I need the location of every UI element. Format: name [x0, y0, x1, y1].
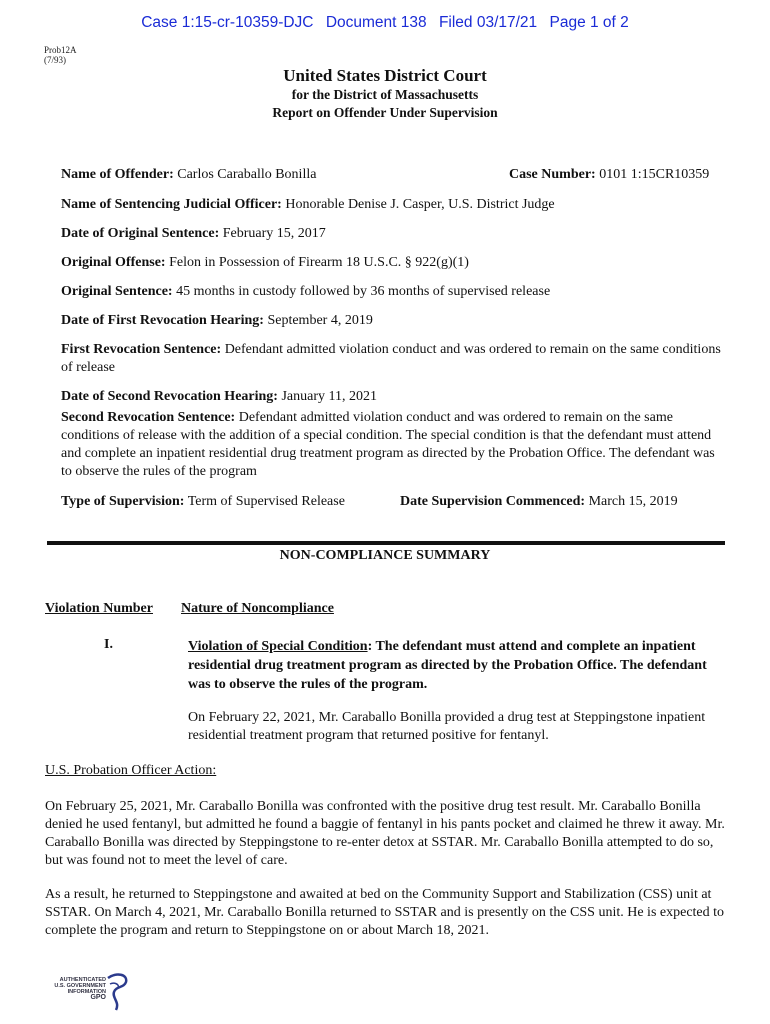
original-sentence-date-value: February 15, 2017: [222, 226, 326, 241]
header-document: Document 138: [325, 14, 427, 31]
second-sentence-label: Second Revocation Sentence:: [61, 410, 236, 425]
summary-title: NON-COMPLIANCE SUMMARY: [279, 548, 491, 563]
gpo-line-1: AUTHENTICATED: [59, 977, 106, 983]
offender-label: Name of Offender:: [61, 167, 174, 182]
original-sentence-date-label: Date of Original Sentence:: [61, 226, 220, 241]
nature-header: Nature of Noncompliance: [181, 601, 334, 616]
action-heading: U.S. Probation Officer Action:: [45, 763, 217, 778]
first-sentence-label: First Revocation Sentence:: [61, 342, 222, 357]
original-sentence-value: 45 months in custody followed by 36 months of supervised release: [176, 284, 551, 299]
judicial-officer-value: Honorable Denise J. Casper, U.S. District Judge: [285, 197, 555, 212]
supervision-type-label: Type of Supervision:: [61, 494, 185, 509]
case-number-row: [509, 166, 729, 184]
section-divider: [47, 541, 725, 545]
case-number-value: 0101 1:15CR10359: [599, 167, 710, 182]
violation-text: [188, 637, 728, 694]
original-sentence-row: [61, 283, 726, 301]
supervision-commenced-label: Date Supervision Commenced:: [400, 494, 586, 509]
second-sentence-value: Defendant admitted violation conduct and was ordered to remain on the same conditions of release with the addition of a special condition. The special condition is that the defendant must attend and complete an inpatient residential drug treatment program as directed by the Probation Office. The defendant was to observe the rules of the program: [61, 410, 715, 479]
second-sentence-row: [61, 409, 726, 481]
case-number-label: Case Number:: [509, 167, 596, 182]
violation-detail: : The defendant must attend and complete an inpatient residential drug treatment program as directed by the Probation Office. The defendant was to observe the rules of the program.: [188, 639, 707, 692]
original-sentence-label: Original Sentence:: [61, 284, 173, 299]
offender-value: Carlos Caraballo Bonilla: [177, 167, 317, 182]
action-paragraph-1: On February 25, 2021, Mr. Caraballo Bonilla was confronted with the positive drug test result. Mr. Caraballo Bonilla denied he used fentanyl, but admitted he found a baggie of fentanyl in his pants pocket and claimed he threw it away. Mr. Caraballo Bonilla was directed by Steppingstone to re-enter detox at SSTAR. Mr. Caraballo Bonilla attempted to do so, but was found not to meet the level of care.: [45, 799, 725, 868]
first-hearing-value: September 4, 2019: [267, 313, 373, 328]
second-hearing-label: Date of Second Revocation Hearing:: [61, 389, 278, 404]
first-sentence-value: Defendant admitted violation conduct and was ordered to remain on the same conditions of release: [61, 342, 721, 375]
header-filed: Filed 03/17/21: [438, 14, 538, 31]
first-sentence-row: [61, 341, 726, 377]
ecf-header: [0, 14, 770, 32]
violation-number: I.: [104, 637, 113, 652]
form-number: Prob12A: [44, 45, 77, 55]
second-hearing-row: [61, 388, 726, 406]
gpo-line-4: GPO: [90, 994, 106, 1001]
original-offense-row: [61, 254, 726, 272]
header-page: Page 1 of 2: [549, 14, 629, 31]
form-id: [44, 45, 77, 65]
court-title: United States District Court: [283, 66, 487, 85]
supervision-commenced-value: March 15, 2019: [588, 494, 678, 509]
violation-number-header: Violation Number: [45, 601, 153, 616]
first-hearing-row: [61, 312, 726, 330]
violation-label: Violation of Special Condition: [188, 639, 368, 654]
form-date: (7/93): [44, 55, 66, 65]
judicial-officer-label: Name of Sentencing Judicial Officer:: [61, 197, 282, 212]
eagle-icon: [104, 972, 130, 1012]
action-paragraph-2: As a result, he returned to Steppingstone and awaited at bed on the Community Support and Stabilization (CSS) unit at SSTAR. On March 4, 2021, Mr. Caraballo Bonilla returned to SSTAR and is presently on the CSS unit. He is expected to complete the program and return to Steppingstone on or about March 18, 2021.: [45, 887, 725, 938]
supervision-commenced-row: [400, 493, 730, 511]
violation-description: On February 22, 2021, Mr. Caraballo Bonilla provided a drug test at Steppingstone inpatient residential treatment program that returned positive for fentanyl.: [188, 710, 706, 743]
report-title: Report on Offender Under Supervision: [272, 105, 498, 120]
court-district: for the District of Massachusetts: [291, 87, 479, 102]
judicial-officer-row: [61, 196, 726, 214]
gpo-line-3: INFORMATION: [67, 989, 106, 995]
first-hearing-label: Date of First Revocation Hearing:: [61, 313, 264, 328]
gpo-line-2: U.S. GOVERNMENT: [54, 983, 106, 989]
header-case: Case 1:15-cr-10359-DJC: [141, 14, 314, 31]
original-offense-value: Felon in Possession of Firearm 18 U.S.C. § 922(g)(1): [169, 255, 469, 270]
supervision-type-value: Term of Supervised Release: [187, 494, 345, 509]
original-offense-label: Original Offense:: [61, 255, 166, 270]
gpo-authentication-logo: [44, 972, 134, 1012]
original-sentence-date-row: [61, 225, 726, 243]
second-hearing-value: January 11, 2021: [281, 389, 377, 404]
